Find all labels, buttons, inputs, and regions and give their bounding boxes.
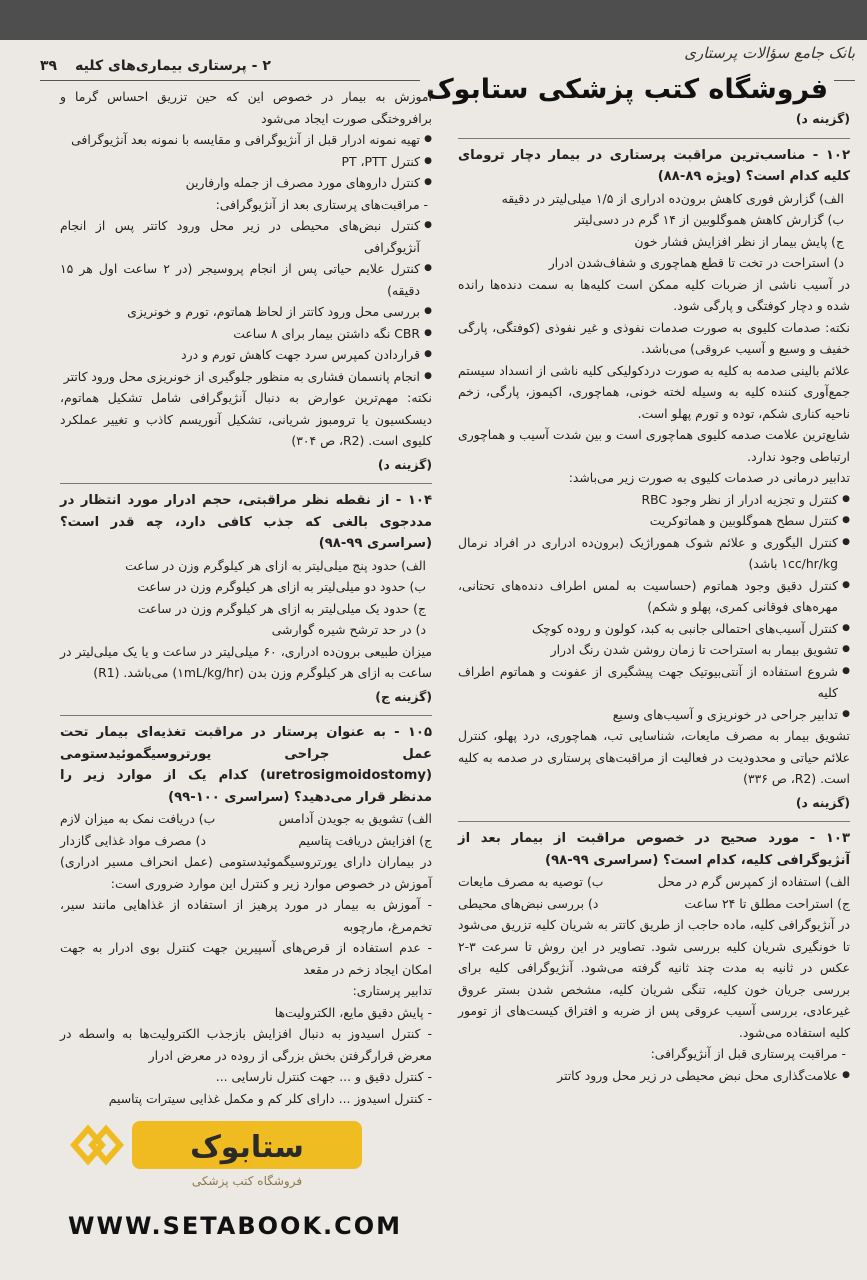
list-item: ● کنترل و تجزیه ادرار از نظر وجود RBC xyxy=(458,489,850,511)
explanation: شایع‌ترین علامت صدمه کلیوی هماچوری است و بین شدت آسیب و هماچوری ارتباطی وجود ندارد. xyxy=(458,427,850,464)
separator xyxy=(458,138,850,139)
list-item: ● کنترل آسیب‌های احتمالی جانبی به کبد، کولون و روده کوچک xyxy=(458,618,850,640)
list-item: ● تشویق بیمار به استراحت تا زمان روشن شدن رنگ ادرار xyxy=(458,639,850,661)
list-item: - پایش دقیق مایع، الکترولیت‌ها xyxy=(274,1004,432,1020)
option: ج) استراحت مطلق تا ۲۴ ساعت xyxy=(684,895,850,911)
option: ج) حدود یک میلی‌لیتر به ازای هر کیلوگرم وزن در ساعت xyxy=(137,600,426,616)
explanation: علائم بالینی صدمه به کلیه به صورت دردکولیکی کلیه ناشی از انسداد سیستم جمع‌آوری کننده کلیه به وسیله لخته خونی، هماچوری، اکیموز، پارگی، زخم ناحیه کناری شکم، توده و تورم پهلو است. xyxy=(458,362,850,421)
explanation: تدابیر درمانی در صدمات کلیوی به صورت زیر می‌باشد: xyxy=(568,470,850,485)
option: ج) افزایش دریافت پتاسیم xyxy=(298,832,432,848)
book-title: بانک جامع سؤالات پرستاری xyxy=(684,44,855,62)
list-item: ● کنترل سطح هموگلوبین و هماتوکریت xyxy=(458,510,850,532)
list-item: ● کنترل PT ،PTT xyxy=(60,151,432,173)
list-item: - کنترل اسیدوز به دنبال افزایش بازجذب الکترولیت‌ها به واسطه در معرض قرارگرفتن بخش بزرگی از روده در معرض ادرار xyxy=(60,1026,432,1063)
option: الف) حدود پنج میلی‌لیتر به ازای هر کیلوگرم وزن در ساعت xyxy=(125,557,426,573)
note: نکته: مهم‌ترین عوارض به دنبال آنژیوگرافی شامل تشکیل هماتوم، دیسکسیون یا ترومبوز شریانی، تشکیل آنوریسم کاذب و تغییر عملکرد کلیوی است. (R2، ص ۳۰۴) xyxy=(60,390,432,448)
header-left xyxy=(40,58,271,74)
chapter-title: ۲ - پرستاری بیماری‌های کلیه xyxy=(75,58,271,74)
option: د) استراحت در تخت تا قطع هماچوری و شفاف‌شدن ادرار xyxy=(548,255,844,270)
right-column xyxy=(458,106,850,1086)
list-item: ● کنترل نبض‌های محیطی در زیر محل ورود کاتتر پس از انجام آنژیوگرافی xyxy=(60,215,432,258)
list-item: ● تهیه نمونه ادرار قبل از آنژیوگرافی و مقایسه با نمونه بعد آنژیوگرافی xyxy=(60,129,432,151)
website-url: WWW.SETABOOK.COM xyxy=(68,1212,403,1240)
options-row xyxy=(458,871,850,893)
list-item: ● کنترل داروهای مورد مصرف از جمله وارفارین xyxy=(60,172,432,194)
question-102-title: ۱۰۲ - مناسب‌ترین مراقبت پرستاری در بیمار دچار ترومای کلیه کدام است؟ (ویژه ۸۹-۸۸) xyxy=(458,147,850,184)
store-watermark-title: فروشگاه کتب پزشکی ستابوک xyxy=(420,74,834,105)
option: الف) گزارش فوری کاهش برون‌ده ادراری از ۱/۵ میلی‌لیتر در دقیقه xyxy=(501,190,844,206)
list-item: ● کنترل دقیق وجود هماتوم (حساسیت به لمس اطراف دنده‌های تحتانی، مهره‌های فوقانی کمری، پهلو و شکم) xyxy=(458,575,850,618)
answer-103: (گزینه د) xyxy=(377,456,432,472)
separator xyxy=(458,821,850,822)
page-number: ۳۹ xyxy=(40,58,58,74)
option: الف) تشویق به جویدن آدامس xyxy=(278,811,432,826)
list-item: - کنترل اسیدوز ... دارای کلر کم و مکمل غذایی سیترات پتاسیم xyxy=(108,1090,432,1106)
list-item: ● CBR نگه داشتن بیمار برای ۸ ساعت xyxy=(60,323,432,345)
answer-104: (گزینه ج) xyxy=(375,688,432,704)
options-row xyxy=(60,830,432,852)
subheading: تدابیر پرستاری: xyxy=(352,983,432,998)
list-item: ● تدابیر جراحی در خونریزی و آسیب‌های وسیع xyxy=(458,704,850,726)
page-header xyxy=(40,44,855,78)
explanation: در بیماران دارای یورتروسیگموئیدستومی (عمل انحراف مسیر ادراری) آموزش در خصوص موارد زیر و کنترل این موارد ضروری است: xyxy=(60,854,432,891)
setabook-logo xyxy=(70,1115,370,1193)
logo-chevron-icon xyxy=(74,1129,102,1161)
list-item: - کنترل دقیق و ... جهت کنترل نارسایی ... xyxy=(215,1069,432,1084)
top-shadow-bar xyxy=(0,0,867,40)
list-item: - عدم استفاده از قرص‌های آسپیرین جهت کنترل بوی ادرار به جهت امکان ایجاد زخم در مقعد xyxy=(60,940,432,977)
list-item: ● قراردادن کمپرس سرد جهت کاهش تورم و درد xyxy=(60,344,432,366)
left-column xyxy=(60,86,432,1109)
note: نکته: صدمات کلیوی به صورت صدمات نفوذی و غیر نفوذی (کوفتگی، پارگی خفیف و وسیع و آسیب عروقی) می‌باشد. xyxy=(458,319,850,356)
option: ب) توصیه به مصرف مایعات xyxy=(458,874,604,889)
list-item: ● بررسی محل ورود کاتتر از لحاظ هماتوم، تورم و خونریزی xyxy=(60,301,432,323)
option: الف) استفاده از کمپرس گرم در محل xyxy=(657,874,850,889)
list-item: ● کنترل الیگوری و علائم شوک هموراژیک (برون‌ده ادراری در افراد نرمال ۱cc/hr/kg باشد) xyxy=(458,532,850,575)
question-103-title: ۱۰۳ - مورد صحیح در خصوص مراقبت از بیمار بعد از آنژیوگرافی کلیه، کدام است؟ (سراسری ۹۹-۹۸) xyxy=(458,831,850,868)
logo-subtitle: فروشگاه کتب پزشکی xyxy=(191,1174,303,1188)
intro-text: آموزش به بیمار در خصوص این که حین تزریق احساس گرما و برافروختگی صورت ایجاد می‌شود xyxy=(60,89,432,126)
logo-text: ستابوک xyxy=(190,1130,304,1165)
explanation: در آنژیوگرافی کلیه، ماده حاجب از طریق کاتتر به شریان کلیه تزریق می‌شود تا خونگیری شریان کلیه بررسی شود. تصاویر در این روش تا سرعت ۳-۲ عکس در ثانیه به مدت چند ثانیه گرفته می‌شود. آنژیوگرافی کلیه برای بررسی جریان خون کلیه، تنگی شریان کلیه، مشخص شدن بستر عروق غیرعادی، بررسی آسیب عروقی پس از ضربه و افتراق کیست‌های از تومور کلیه استفاده می‌شود. xyxy=(458,917,850,1040)
options-row xyxy=(458,893,850,915)
list-item: ● شروع استفاده از آنتی‌بیوتیک جهت پیشگیری از عفونت و هماتوم اطراف کلیه xyxy=(458,661,850,704)
question-104-title: ۱۰۴ - از نقطه نظر مراقبتی، حجم ادرار مورد انتظار در مددجوی بالغی که جذب کافی دارد، چه قدر است؟ (سراسری ۹۹-۹۸) xyxy=(60,493,432,551)
option: ب) حدود دو میلی‌لیتر به ازای هر کیلوگرم وزن در ساعت xyxy=(137,579,426,594)
list-item: ● انجام پانسمان فشاری به منظور جلوگیری از خونریزی محل ورود کاتتر xyxy=(60,366,432,388)
option: د) مصرف مواد غذایی گازدار xyxy=(60,832,206,848)
list-item: - آموزش به بیمار در مورد پرهیز از استفاده از غذاهایی مانند سیر، تخم‌مرغ، مارچوبه xyxy=(60,897,432,934)
option: د) بررسی نبض‌های محیطی xyxy=(458,895,599,911)
list-item: ● کنترل علایم حیاتی پس از انجام پروسیجر (در ۲ ساعت اول هر ۱۵ دقیقه) xyxy=(60,258,432,301)
option: د) در حد ترشح شیره گوارشی xyxy=(271,622,426,637)
explanation: در آسیب ناشی از ضربات کلیه ممکن است کلیه‌ها به سمت دنده‌ها رانده شده و دچار کوفتگی و پارگی شود. xyxy=(458,276,850,313)
option: ج) پایش بیمار از نظر افزایش فشار خون xyxy=(634,233,844,249)
subheading: - مراقبت‌های پرستاری بعد از آنژیوگرافی: xyxy=(215,196,428,212)
logo-chevron-icon xyxy=(92,1129,120,1161)
answer-102: (گزینه د) xyxy=(795,794,850,810)
subheading: - مراقبت پرستاری قبل از آنژیوگرافی: xyxy=(650,1046,846,1061)
prev-answer: (گزینه د) xyxy=(795,111,850,126)
options-row xyxy=(60,808,432,830)
option: ب) دریافت نمک به میزان لازم xyxy=(60,811,216,826)
list-item: ● علامت‌گذاری محل نبض محیطی در زیر محل ورود کاتتر xyxy=(458,1065,850,1087)
option: ب) گزارش کاهش هموگلوبین از ۱۴ گرم در دسی‌لیتر xyxy=(574,212,844,227)
question-105-title: ۱۰۵ - به عنوان پرستار در مراقبت تغذیه‌ای بیمار تحت عمل جراحی یورتروسیگموئیدستومی (uretrosigmoidostomy) کدام یک از موارد زیر را مدنظر قرار می‌دهید؟ (سراسری ۱۰۰-۹۹) xyxy=(60,725,432,805)
explanation: میزان طبیعی برون‌ده ادراری، ۶۰ میلی‌لیتر در ساعت و یا یک میلی‌لیتر در ساعت به ازای هر کیلوگرم وزن بدن (۱mL/kg/hr) می‌باشد. (R1) xyxy=(60,643,432,680)
separator xyxy=(60,483,432,484)
separator xyxy=(60,715,432,716)
explanation: تشویق بیمار به مصرف مایعات، شناسایی تب، هماچوری، درد پهلو، کنترل علائم حیاتی و محدودیت در فعالیت از مراقبت‌های پرستاری در صدمه به کلیه است. (R2، ص ۳۳۶) xyxy=(458,728,850,786)
